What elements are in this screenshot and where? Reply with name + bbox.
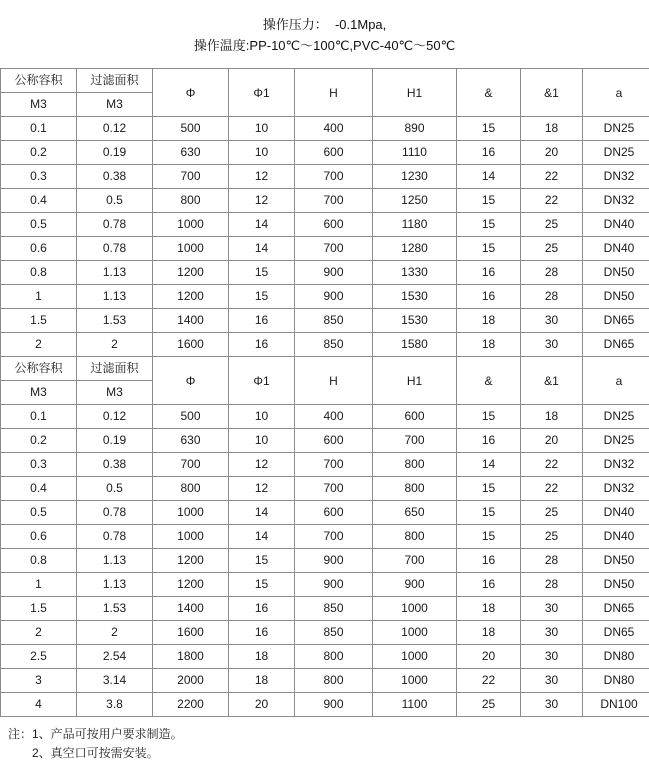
column-header: H1 [373, 357, 457, 405]
table-cell: 1280 [373, 237, 457, 261]
table-cell: 16 [457, 429, 521, 453]
table-cell: 30 [521, 645, 583, 669]
table-cell: 16 [229, 333, 295, 357]
operating-pressure-line: 操作压力： -0.1Mpa, [0, 14, 649, 35]
table-cell: DN40 [583, 213, 649, 237]
table-cell: 1.53 [77, 309, 153, 333]
table-row [1, 549, 649, 573]
table-cell: 800 [153, 189, 229, 213]
table-cell: 1100 [373, 693, 457, 717]
table-cell: 0.1 [1, 405, 77, 429]
table-row [1, 405, 649, 429]
table-cell: 25 [521, 213, 583, 237]
table-row [1, 453, 649, 477]
column-header-unit: M3 [1, 93, 77, 117]
table-cell: 0.6 [1, 237, 77, 261]
table-row [1, 429, 649, 453]
table-cell: 22 [521, 453, 583, 477]
table-cell: 18 [229, 669, 295, 693]
table-cell: 18 [521, 117, 583, 141]
table-cell: DN32 [583, 189, 649, 213]
table-cell: 1.13 [77, 261, 153, 285]
table-cell: 0.4 [1, 477, 77, 501]
table-cell: 1200 [153, 261, 229, 285]
table-cell: 1330 [373, 261, 457, 285]
table-cell: 3 [1, 669, 77, 693]
table-row [1, 597, 649, 621]
table-cell: 890 [373, 117, 457, 141]
table-cell: 1200 [153, 285, 229, 309]
table-cell: DN50 [583, 549, 649, 573]
table-cell: 900 [373, 573, 457, 597]
table-cell: 1 [1, 573, 77, 597]
table-cell: 1000 [153, 213, 229, 237]
column-header-unit: M3 [77, 381, 153, 405]
table-cell: 25 [521, 501, 583, 525]
table-cell: 10 [229, 405, 295, 429]
table-cell: 18 [457, 597, 521, 621]
column-header: &1 [521, 69, 583, 117]
column-header-unit: M3 [77, 93, 153, 117]
column-header: Φ [153, 357, 229, 405]
table-cell: 500 [153, 117, 229, 141]
table-row [1, 621, 649, 645]
table-cell: 14 [229, 525, 295, 549]
table-row [1, 285, 649, 309]
table-cell: 500 [153, 405, 229, 429]
column-header: 公称容积 [1, 69, 77, 93]
table-cell: 1180 [373, 213, 457, 237]
table-row [1, 213, 649, 237]
table-cell: 15 [229, 573, 295, 597]
column-header: &1 [521, 357, 583, 405]
table-cell: 16 [457, 573, 521, 597]
table-cell: 1000 [373, 597, 457, 621]
table-cell: 850 [295, 621, 373, 645]
table-cell: 10 [229, 429, 295, 453]
table-cell: DN25 [583, 405, 649, 429]
table-cell: 1000 [153, 237, 229, 261]
table-cell: 12 [229, 453, 295, 477]
column-header-unit: M3 [1, 381, 77, 405]
table-cell: 1000 [373, 645, 457, 669]
table-cell: 800 [153, 477, 229, 501]
table-cell: 16 [457, 141, 521, 165]
table-cell: 18 [457, 621, 521, 645]
table-cell: 0.78 [77, 525, 153, 549]
column-header: Φ1 [229, 357, 295, 405]
table-cell: 20 [521, 141, 583, 165]
table-cell: 16 [229, 309, 295, 333]
table-cell: 1250 [373, 189, 457, 213]
column-header: H [295, 357, 373, 405]
table-row [1, 525, 649, 549]
table-cell: 10 [229, 117, 295, 141]
table-cell: 15 [457, 237, 521, 261]
table-cell: 25 [457, 693, 521, 717]
table-cell: 1530 [373, 285, 457, 309]
table-cell: 14 [457, 165, 521, 189]
table-cell: 30 [521, 597, 583, 621]
table-cell: 30 [521, 333, 583, 357]
table-cell: 1200 [153, 549, 229, 573]
table-cell: 700 [295, 237, 373, 261]
table-cell: 15 [229, 261, 295, 285]
table-cell: 1230 [373, 165, 457, 189]
table-row [1, 261, 649, 285]
column-header: & [457, 69, 521, 117]
table-cell: DN65 [583, 333, 649, 357]
table-cell: 18 [457, 309, 521, 333]
table-cell: 700 [373, 549, 457, 573]
table-cell: 12 [229, 189, 295, 213]
table-cell: DN100 [583, 693, 649, 717]
table-cell: 25 [521, 525, 583, 549]
table-cell: 2 [1, 621, 77, 645]
table-cell: 2000 [153, 669, 229, 693]
table-cell: 28 [521, 285, 583, 309]
table-cell: 0.12 [77, 405, 153, 429]
table-cell: 3.14 [77, 669, 153, 693]
table-cell: 1110 [373, 141, 457, 165]
column-header: & [457, 357, 521, 405]
table-cell: DN25 [583, 429, 649, 453]
table-row [1, 165, 649, 189]
column-header: 公称容积 [1, 357, 77, 381]
table-cell: 0.78 [77, 213, 153, 237]
table-cell: DN32 [583, 453, 649, 477]
column-header: a [583, 69, 649, 117]
table-cell: 700 [295, 453, 373, 477]
table-cell: 1000 [373, 621, 457, 645]
table-cell: 22 [521, 189, 583, 213]
table-cell: DN40 [583, 525, 649, 549]
table-cell: 0.5 [77, 477, 153, 501]
table-row [1, 141, 649, 165]
table-cell: 15 [457, 213, 521, 237]
notes-block [8, 725, 649, 763]
table-row [1, 309, 649, 333]
table-cell: 700 [153, 165, 229, 189]
table-cell: 30 [521, 693, 583, 717]
table-cell: 0.19 [77, 141, 153, 165]
table-cell: 0.5 [1, 501, 77, 525]
table-cell: 600 [295, 501, 373, 525]
table-cell: 1600 [153, 333, 229, 357]
table-cell: 1580 [373, 333, 457, 357]
table-cell: 1.13 [77, 285, 153, 309]
column-header: Φ1 [229, 69, 295, 117]
column-header: H1 [373, 69, 457, 117]
table-cell: DN40 [583, 237, 649, 261]
table-row [1, 693, 649, 717]
table-cell: 15 [457, 525, 521, 549]
table-cell: 30 [521, 309, 583, 333]
table-cell: 850 [295, 333, 373, 357]
table-cell: 2.5 [1, 645, 77, 669]
table-row [1, 477, 649, 501]
table-cell: 1.13 [77, 549, 153, 573]
table-cell: 600 [295, 141, 373, 165]
table-cell: 12 [229, 165, 295, 189]
table-cell: DN32 [583, 477, 649, 501]
table-cell: 14 [229, 213, 295, 237]
table-row [1, 501, 649, 525]
table-cell: 0.1 [1, 117, 77, 141]
table-cell: DN50 [583, 261, 649, 285]
table-cell: 400 [295, 405, 373, 429]
table-cell: DN65 [583, 597, 649, 621]
table-cell: DN50 [583, 285, 649, 309]
column-header: Φ [153, 69, 229, 117]
table-cell: 18 [229, 645, 295, 669]
table-cell: 15 [457, 189, 521, 213]
table-cell: DN32 [583, 165, 649, 189]
table-cell: 14 [457, 453, 521, 477]
table-cell: 0.6 [1, 525, 77, 549]
table-cell: 0.4 [1, 189, 77, 213]
table-cell: 15 [457, 477, 521, 501]
table-cell: 15 [229, 285, 295, 309]
table-cell: DN80 [583, 645, 649, 669]
table-cell: 1200 [153, 573, 229, 597]
table-cell: 850 [295, 597, 373, 621]
table-cell: 800 [295, 645, 373, 669]
table-cell: 700 [295, 189, 373, 213]
header-block [0, 0, 649, 64]
table-cell: 630 [153, 141, 229, 165]
table-cell: 10 [229, 141, 295, 165]
table-cell: 1800 [153, 645, 229, 669]
table-cell: DN65 [583, 621, 649, 645]
table-cell: 16 [457, 549, 521, 573]
table-cell: 0.3 [1, 165, 77, 189]
table-cell: 800 [373, 477, 457, 501]
table-cell: 0.5 [1, 213, 77, 237]
table-row [1, 237, 649, 261]
table-cell: DN40 [583, 501, 649, 525]
table-cell: 0.19 [77, 429, 153, 453]
table-cell: 28 [521, 573, 583, 597]
table-row [1, 645, 649, 669]
table-cell: 700 [373, 429, 457, 453]
table-cell: 650 [373, 501, 457, 525]
table-cell: 800 [373, 525, 457, 549]
table-cell: DN50 [583, 573, 649, 597]
table-cell: 2200 [153, 693, 229, 717]
table-cell: 0.2 [1, 429, 77, 453]
note-line-2: 2、真空口可按需安装。 [8, 744, 649, 763]
table-row [1, 117, 649, 141]
table-header-row [1, 357, 649, 381]
table-cell: 0.2 [1, 141, 77, 165]
table-cell: 16 [457, 285, 521, 309]
operating-temperature-line: 操作温度:PP-10℃～100℃,PVC-40℃～50℃ [0, 35, 649, 56]
table-cell: 850 [295, 309, 373, 333]
table-cell: 28 [521, 261, 583, 285]
table-cell: 1530 [373, 309, 457, 333]
table-cell: 22 [521, 477, 583, 501]
table-cell: 15 [229, 549, 295, 573]
table-cell: 900 [295, 549, 373, 573]
table-cell: 2 [77, 621, 153, 645]
table-row [1, 189, 649, 213]
table-cell: 630 [153, 429, 229, 453]
table-cell: 3.8 [77, 693, 153, 717]
table-cell: 0.12 [77, 117, 153, 141]
column-header: 过滤面积 [77, 69, 153, 93]
table-cell: 18 [457, 333, 521, 357]
table-cell: 700 [295, 165, 373, 189]
table-cell: 22 [521, 165, 583, 189]
table-cell: 1.5 [1, 597, 77, 621]
table-cell: 2 [77, 333, 153, 357]
table-cell: 1 [1, 285, 77, 309]
table-cell: 15 [457, 117, 521, 141]
note-line-1: 注：1、产品可按用户要求制造。 [8, 725, 649, 744]
table-cell: DN80 [583, 669, 649, 693]
table-cell: 12 [229, 477, 295, 501]
table-cell: 0.5 [77, 189, 153, 213]
column-header: 过滤面积 [77, 357, 153, 381]
table-cell: 14 [229, 237, 295, 261]
table-cell: 400 [295, 117, 373, 141]
table-cell: 0.78 [77, 501, 153, 525]
table-cell: 0.8 [1, 261, 77, 285]
table-cell: 700 [153, 453, 229, 477]
table-cell: 0.78 [77, 237, 153, 261]
table-cell: 15 [457, 501, 521, 525]
table-cell: 4 [1, 693, 77, 717]
table-row [1, 573, 649, 597]
table-cell: 900 [295, 573, 373, 597]
table-cell: 16 [457, 261, 521, 285]
table-cell: 2 [1, 333, 77, 357]
specification-table [0, 68, 649, 717]
table-cell: 1600 [153, 621, 229, 645]
table-cell: 25 [521, 237, 583, 261]
table-cell: 1000 [373, 669, 457, 693]
table-cell: 600 [373, 405, 457, 429]
table-cell: 20 [521, 429, 583, 453]
table-row [1, 669, 649, 693]
table-cell: 1400 [153, 597, 229, 621]
column-header: a [583, 357, 649, 405]
table-cell: 1400 [153, 309, 229, 333]
table-cell: 22 [457, 669, 521, 693]
table-cell: 20 [229, 693, 295, 717]
table-cell: DN25 [583, 141, 649, 165]
table-cell: 600 [295, 429, 373, 453]
table-cell: 2.54 [77, 645, 153, 669]
table-cell: 0.3 [1, 453, 77, 477]
table-cell: 20 [457, 645, 521, 669]
table-cell: 1.13 [77, 573, 153, 597]
table-cell: 15 [457, 405, 521, 429]
table-cell: 16 [229, 621, 295, 645]
table-cell: 1000 [153, 501, 229, 525]
table-cell: 700 [295, 525, 373, 549]
table-cell: 900 [295, 693, 373, 717]
table-cell: 800 [373, 453, 457, 477]
table-cell: 1000 [153, 525, 229, 549]
table-header-row [1, 69, 649, 93]
table-cell: 0.38 [77, 453, 153, 477]
table-cell: DN25 [583, 117, 649, 141]
table-cell: 30 [521, 621, 583, 645]
table-cell: 700 [295, 477, 373, 501]
table-cell: 28 [521, 549, 583, 573]
table-cell: 1.53 [77, 597, 153, 621]
table-cell: 30 [521, 669, 583, 693]
table-cell: 900 [295, 285, 373, 309]
table-cell: 0.8 [1, 549, 77, 573]
table-cell: DN65 [583, 309, 649, 333]
table-cell: 800 [295, 669, 373, 693]
table-cell: 900 [295, 261, 373, 285]
table-cell: 16 [229, 597, 295, 621]
column-header: H [295, 69, 373, 117]
table-cell: 14 [229, 501, 295, 525]
table-cell: 1.5 [1, 309, 77, 333]
table-cell: 0.38 [77, 165, 153, 189]
table-cell: 600 [295, 213, 373, 237]
table-row [1, 333, 649, 357]
table-cell: 18 [521, 405, 583, 429]
